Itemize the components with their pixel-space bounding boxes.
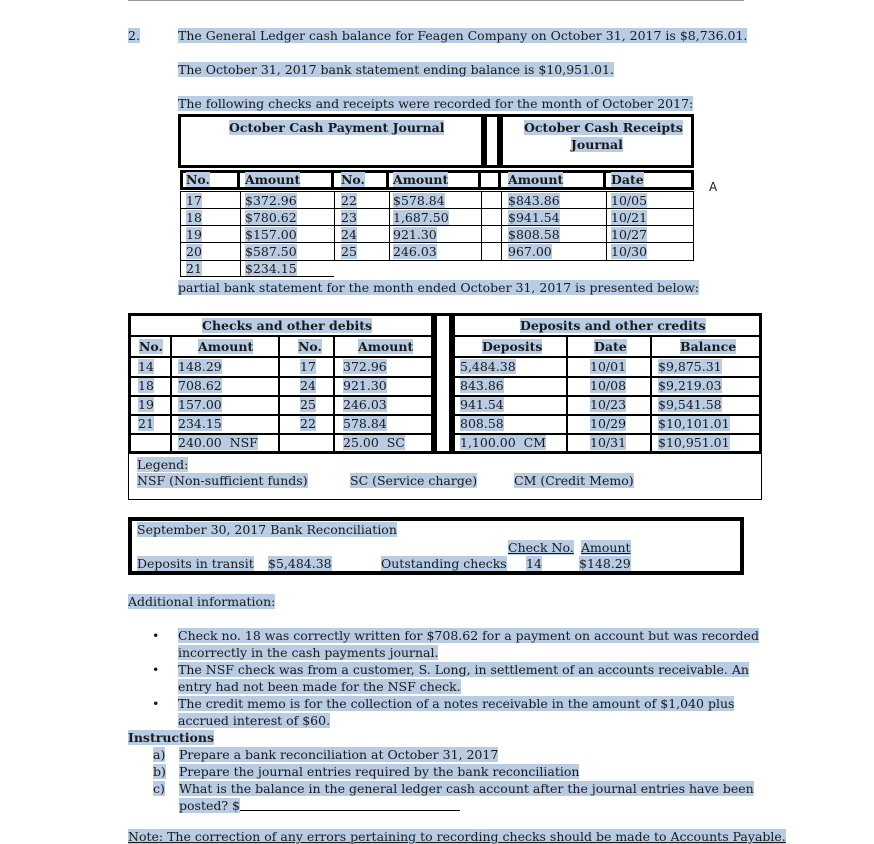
bullet-line-1: The NSF check was from a customer, S. Long, in settlement of an accounts receivable. An: [178, 662, 749, 677]
deposits-in-transit-label: Deposits in transit: [137, 556, 254, 571]
note-text: Note: The correction of any errors pertaining to recording checks should be made to Accounts Payable.: [128, 829, 786, 844]
bs-row-balance: $9,541.58: [658, 397, 722, 412]
bullet-line-1: The credit memo is for the collection of a notes receivable in the amount of $1,040 plus: [178, 696, 735, 711]
bs-row-balance: $10,951.01: [658, 435, 730, 450]
bs-row-deposit: 1,100.00 CM: [460, 435, 546, 450]
bullet-line-2: incorrectly in the cash payments journal.: [178, 645, 439, 660]
pj-row-amount: 246.03: [393, 244, 437, 259]
bs-row-amount: 148.29: [178, 359, 222, 374]
pj-col-amount-2: Amount: [393, 172, 449, 187]
pj-row-amount: $157.00: [245, 227, 297, 242]
bs-col-amount-1: Amount: [198, 339, 254, 354]
bullet-line-2: entry had not been made for the NSF check.: [178, 679, 461, 694]
rj-row-amount: $941.54: [508, 210, 560, 225]
pj-row-no: 21: [186, 261, 202, 276]
rj-row-date: 10/05: [611, 193, 648, 208]
bs-row-no: 25: [300, 397, 316, 412]
bs-row-amount: 708.62: [178, 378, 222, 393]
bs-row-amount: 234.15: [178, 416, 222, 431]
bs-row-deposit: 808.58: [460, 416, 504, 431]
bullet-line-2: accrued interest of $60.: [178, 713, 331, 728]
payment-journal-title: October Cash Payment Journal: [229, 120, 445, 135]
bs-row-no: 17: [300, 359, 316, 374]
rj-row-amount: $808.58: [508, 227, 560, 242]
receipts-journal-title-2: Journal: [571, 137, 623, 152]
bs-col-balance: Balance: [680, 339, 737, 354]
bullet-dot: •: [152, 696, 160, 711]
rj-col-date: Date: [611, 172, 644, 187]
pj-row-no: 20: [186, 244, 202, 259]
instr-c-label: c): [153, 781, 165, 796]
sept-recon-title: September 30, 2017 Bank Reconciliation: [137, 522, 397, 537]
pj-row-no: 19: [186, 227, 202, 242]
bs-row-no: 18: [138, 378, 154, 393]
bs-row-no: 21: [138, 416, 154, 431]
stray-letter: A: [709, 180, 718, 194]
bs-row-date: 10/31: [590, 435, 627, 450]
bs-row-amount: 921.30: [343, 378, 387, 393]
bs-row-date: 10/23: [590, 397, 627, 412]
bullet-dot: •: [152, 662, 160, 677]
bs-col-no-1: No.: [139, 339, 163, 354]
bs-row-deposit: 843.86: [460, 378, 504, 393]
bs-row-amount: 246.03: [343, 397, 387, 412]
instr-a-text: Prepare a bank reconciliation at October 31, 2017: [179, 747, 499, 762]
bs-row-no: 22: [300, 416, 316, 431]
bs-row-date: 10/01: [590, 359, 627, 374]
rj-row-amount: 967.00: [508, 244, 552, 259]
pj-row-amount: $780.62: [245, 210, 297, 225]
bs-row-deposit: 941.54: [460, 397, 504, 412]
pj-row-no: 22: [341, 193, 357, 208]
intro-line-3: The following checks and receipts were recorded for the month of October 2017:: [178, 96, 694, 111]
instr-a-label: a): [153, 747, 166, 762]
pj-row-no: 25: [341, 244, 357, 259]
pj-row-amount: 921.30: [393, 227, 437, 242]
bs-row-no: 19: [138, 397, 154, 412]
pj-row-no: 24: [341, 227, 357, 242]
top-rule: [128, 0, 744, 1]
partial-statement-intro: partial bank statement for the month ended October 31, 2017 is presented below:: [178, 280, 700, 295]
legend-cm: CM (Credit Memo): [514, 473, 634, 488]
pj-row-amount: 1,687.50: [393, 210, 449, 225]
instructions-title: Instructions: [128, 730, 215, 745]
bs-row-amount: 25.00 SC: [343, 435, 405, 450]
bs-row-amount: 240.00 NSF: [178, 435, 258, 450]
pj-row-amount: $578.84: [393, 193, 445, 208]
bs-row-balance: $9,219.03: [658, 378, 722, 393]
sept-col-amount: Amount: [581, 540, 631, 555]
instr-b-text: Prepare the journal entries required by the bank reconciliation: [179, 764, 580, 779]
pj-row-amount: $234.15: [245, 261, 297, 276]
deposits-in-transit-value: $5,484.38: [268, 556, 332, 571]
rj-row-date: 10/30: [611, 244, 648, 259]
outstanding-check-no: 14: [526, 556, 542, 571]
bs-row-date: 10/29: [590, 416, 627, 431]
bullet-dot: •: [152, 628, 160, 643]
bullet-line-1: Check no. 18 was correctly written for $708.62 for a payment on account but was recorded: [178, 628, 759, 643]
journal-separator: [484, 114, 500, 168]
instr-c-line2: posted? $: [179, 798, 240, 813]
bs-col-date: Date: [594, 339, 627, 354]
credits-title: Deposits and other credits: [520, 318, 706, 333]
bs-col-no-2: No.: [298, 339, 322, 354]
pj-row-amount: $587.50: [245, 244, 297, 259]
bs-row-no: 24: [300, 378, 316, 393]
bs-col-amount-2: Amount: [358, 339, 414, 354]
rj-row-date: 10/21: [611, 210, 648, 225]
bs-row-date: 10/08: [590, 378, 627, 393]
intro-line-2: The October 31, 2017 bank statement ending balance is $10,951.01.: [178, 62, 614, 77]
legend-title: Legend:: [137, 457, 189, 472]
bs-row-no: 14: [138, 359, 154, 374]
rj-row-date: 10/27: [611, 227, 648, 242]
bank-statement-gap: [434, 313, 452, 454]
receipts-journal-title-1: October Cash Receipts: [524, 120, 683, 135]
answer-blank-line[interactable]: [240, 810, 460, 811]
outstanding-check-amount: $148.29: [579, 556, 631, 571]
pj-col-no-1: No.: [186, 172, 210, 187]
sept-col-check-no: Check No.: [508, 540, 574, 555]
bs-row-balance: $9,875.31: [658, 359, 722, 374]
legend-nsf: NSF (Non-sufficient funds): [137, 473, 308, 488]
problem-number: 2.: [128, 28, 140, 43]
bs-col-deposits: Deposits: [482, 339, 543, 354]
pj-col-amount-1: Amount: [245, 172, 301, 187]
rj-col-amount: Amount: [508, 172, 564, 187]
bs-row-amount: 157.00: [178, 397, 222, 412]
rj-row-amount: $843.86: [508, 193, 560, 208]
pj-row-no: 23: [341, 210, 357, 225]
bs-row-amount: 372.96: [343, 359, 387, 374]
intro-line-1: The General Ledger cash balance for Feagen Company on October 31, 2017 is $8,736.01.: [178, 28, 748, 43]
pj-col-no-2: No.: [341, 172, 365, 187]
outstanding-checks-label: Outstanding checks: [381, 556, 507, 571]
instr-b-label: b): [153, 764, 166, 779]
pj-row-no: 17: [186, 193, 202, 208]
debits-title: Checks and other debits: [202, 318, 373, 333]
bs-row-amount: 578.84: [343, 416, 387, 431]
instr-c-line1: What is the balance in the general ledger cash account after the journal entries have been: [179, 781, 754, 796]
bs-row-balance: $10,101.01: [658, 416, 730, 431]
bs-row-deposit: 5,484.38: [460, 359, 516, 374]
pj-row-no: 18: [186, 210, 202, 225]
pj-row-amount: $372.96: [245, 193, 297, 208]
legend-sc: SC (Service charge): [350, 473, 478, 488]
additional-title: Additional information:: [128, 594, 276, 609]
